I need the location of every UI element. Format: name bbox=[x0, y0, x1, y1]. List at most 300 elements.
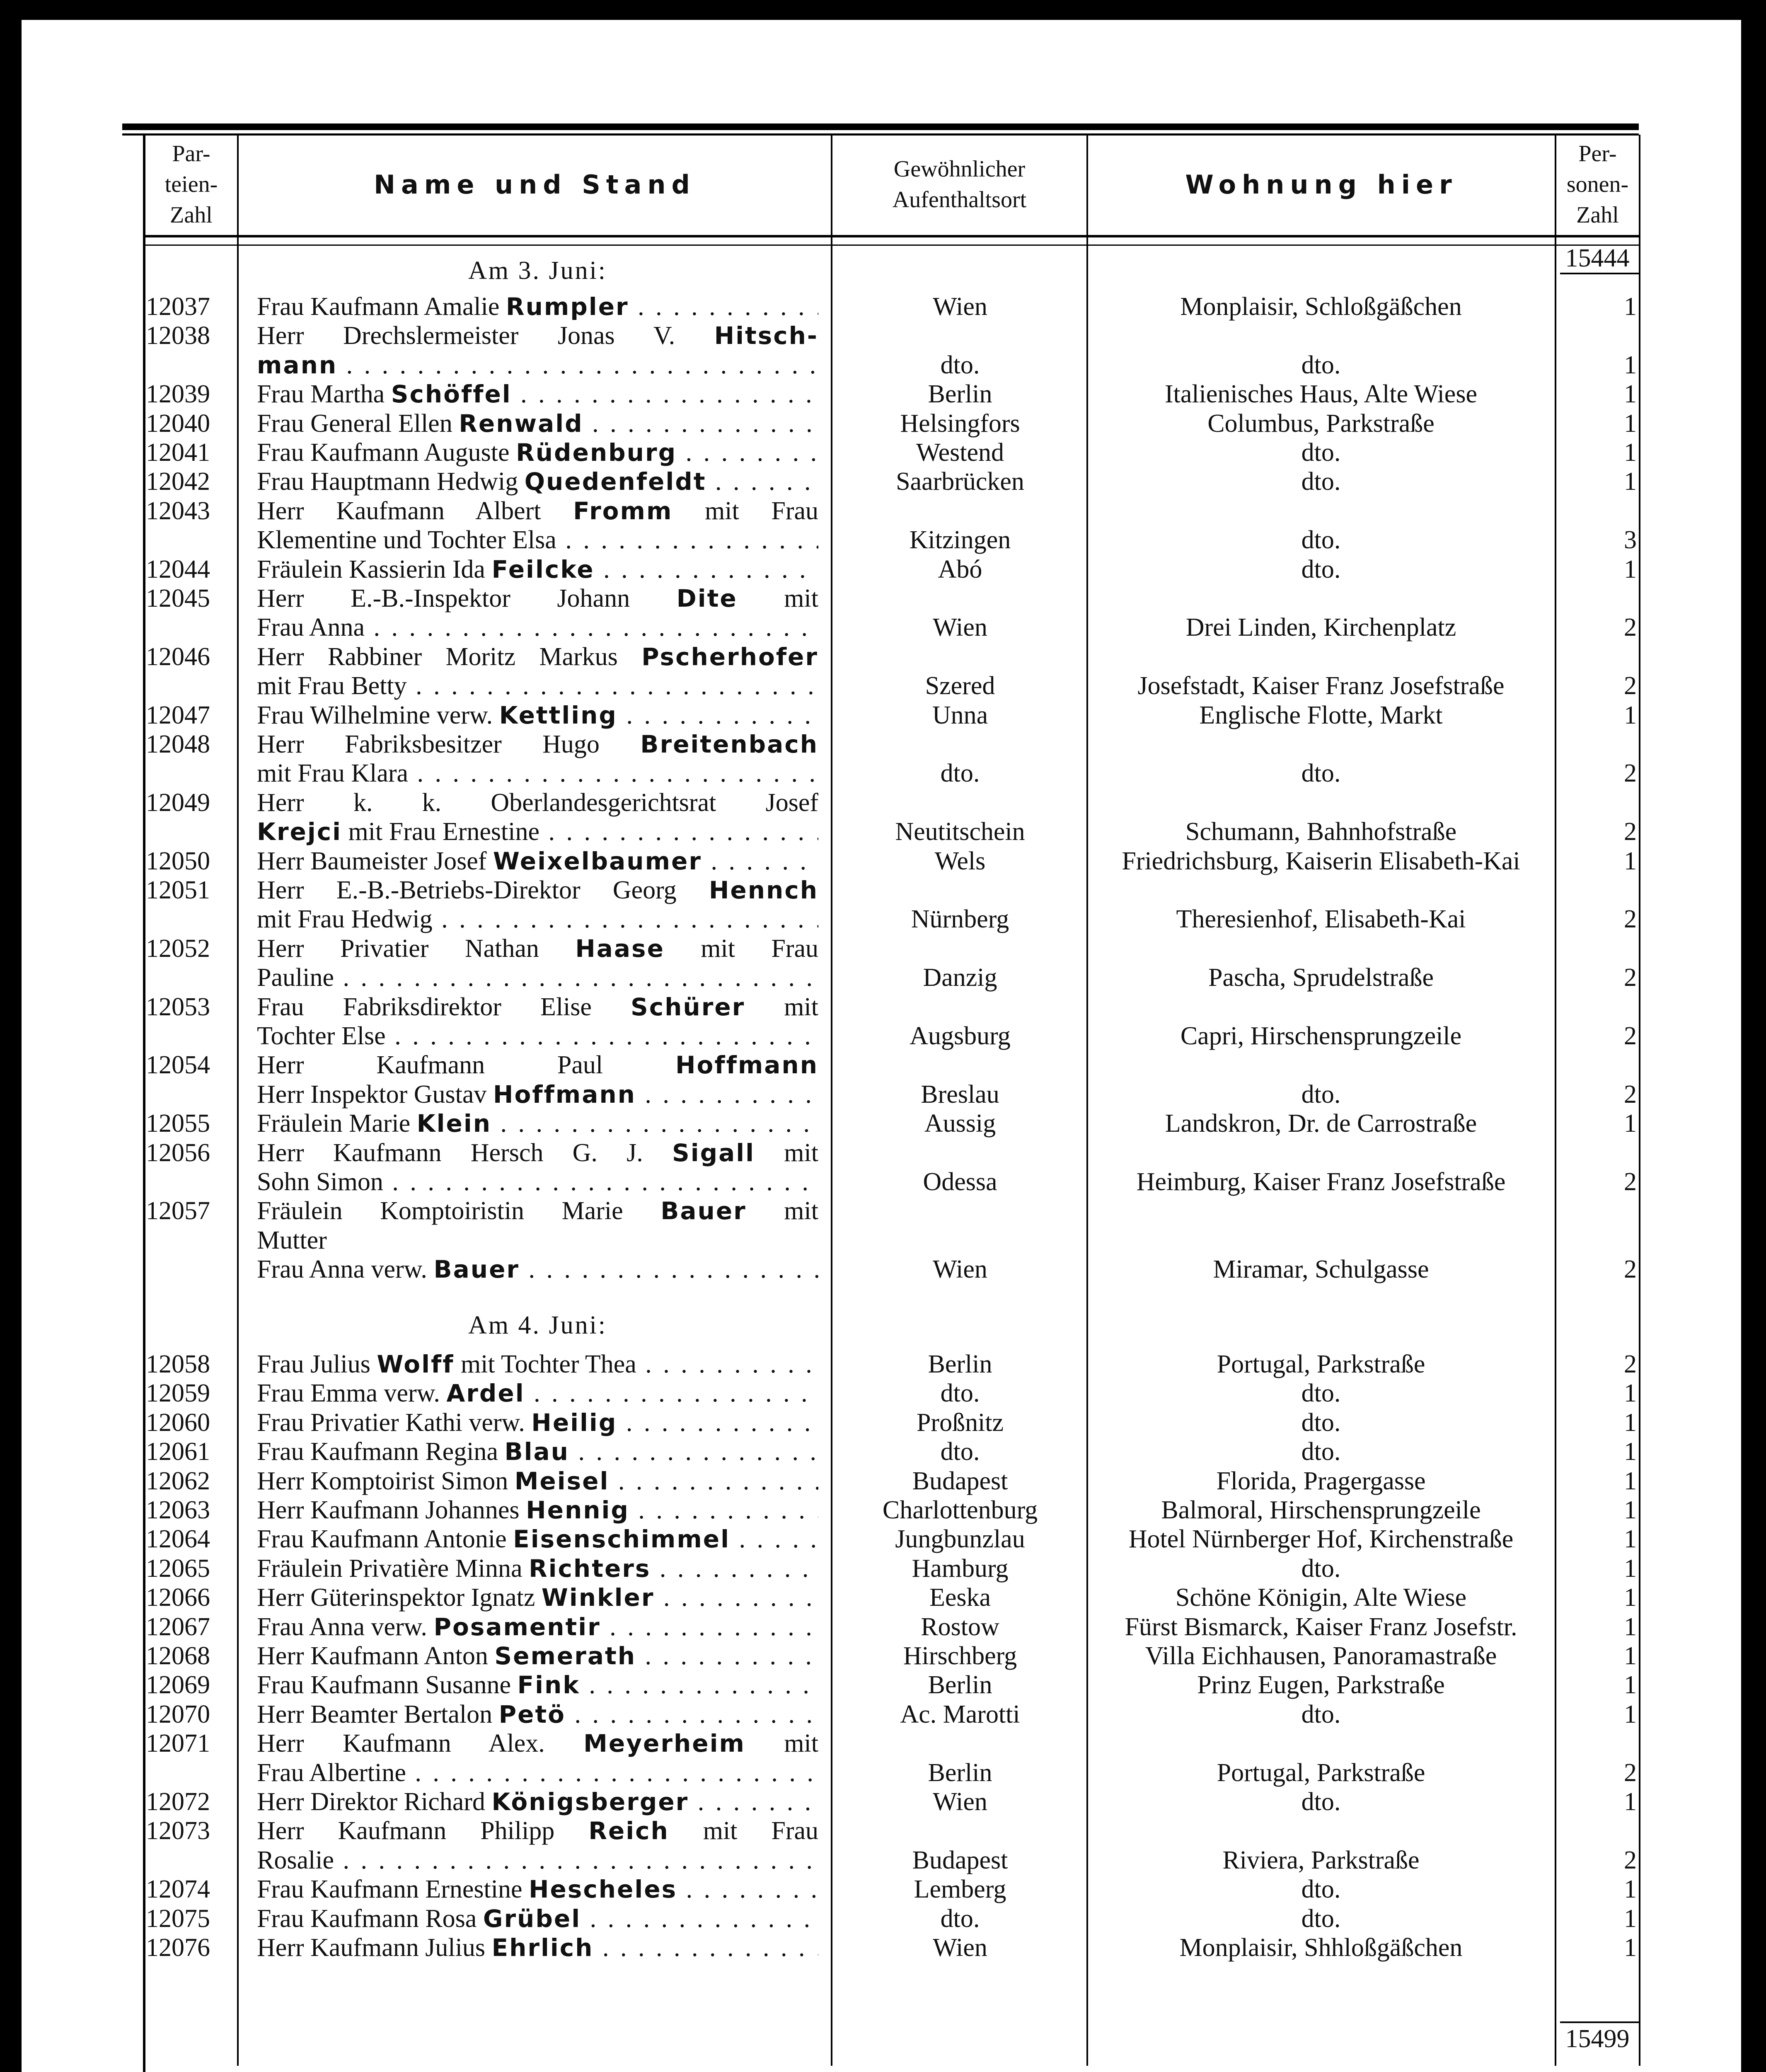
name-title: Herr Direktor Richard bbox=[257, 1788, 492, 1816]
party-number: 12075 bbox=[146, 1905, 210, 1933]
person-count: 2 bbox=[1624, 759, 1637, 787]
party-number: 12038 bbox=[146, 322, 210, 350]
guest-name bbox=[257, 351, 818, 380]
surname: Rumpler bbox=[506, 293, 629, 321]
surname: Krejci bbox=[257, 818, 342, 846]
usual-residence: Budapest bbox=[912, 1467, 1008, 1495]
table-row bbox=[0, 584, 1766, 613]
party-number: 12063 bbox=[146, 1496, 210, 1524]
name-title: Frau Albertine bbox=[257, 1759, 406, 1787]
party-number: 12076 bbox=[146, 1934, 210, 1962]
carry-out-rule bbox=[1560, 2021, 1639, 2023]
table-row bbox=[0, 1846, 1766, 1875]
party-number: 12054 bbox=[146, 1051, 210, 1079]
surname: Meyerheim bbox=[583, 1729, 745, 1757]
person-count: 2 bbox=[1624, 613, 1637, 641]
surname: Königsberger bbox=[491, 1788, 689, 1816]
surname: Reich bbox=[588, 1817, 669, 1845]
guest-name bbox=[257, 1255, 818, 1284]
guest-name bbox=[257, 788, 818, 817]
table-row bbox=[0, 1904, 1766, 1933]
name-title: mit Frau Klara bbox=[257, 759, 409, 787]
local-address: Prinz Eugen, Parkstraße bbox=[1197, 1671, 1445, 1699]
local-address: Josefstadt, Kaiser Franz Josefstraße bbox=[1137, 672, 1505, 700]
party-number: 12044 bbox=[146, 555, 210, 583]
table-row bbox=[0, 1021, 1766, 1051]
name-title: Herr Kaufmann Albert bbox=[257, 497, 573, 525]
local-address: Miramar, Schulgasse bbox=[1213, 1255, 1429, 1283]
name-title: Fräulein Marie bbox=[257, 1109, 417, 1138]
top-rule bbox=[122, 123, 1639, 130]
guest-name bbox=[257, 1408, 818, 1437]
table-row bbox=[0, 496, 1766, 525]
usual-residence: dto. bbox=[940, 1905, 980, 1933]
usual-residence: Saarbrücken bbox=[896, 467, 1024, 496]
person-count: 1 bbox=[1624, 1934, 1637, 1962]
guest-name bbox=[257, 1904, 818, 1933]
party-number: 12039 bbox=[146, 380, 210, 408]
table-row bbox=[0, 1641, 1766, 1670]
table-row bbox=[0, 701, 1766, 730]
guest-name bbox=[257, 1226, 818, 1255]
name-title: Klementine und Tochter Elsa bbox=[257, 526, 556, 554]
table-row bbox=[0, 1612, 1766, 1641]
carry-in-rule bbox=[1560, 273, 1639, 274]
surname: Grübel bbox=[483, 1905, 581, 1933]
person-count: 1 bbox=[1624, 409, 1637, 438]
name-title: Frau Fabriksdirektor Elise bbox=[257, 993, 631, 1021]
name-title: Frau Kaufmann Rosa bbox=[257, 1905, 483, 1933]
guest-name bbox=[257, 1167, 818, 1196]
table-row bbox=[0, 1051, 1766, 1080]
person-count: 2 bbox=[1624, 905, 1637, 933]
party-number: 12040 bbox=[146, 409, 210, 438]
guest-name bbox=[257, 1933, 818, 1962]
table-row bbox=[0, 1138, 1766, 1167]
person-count: 1 bbox=[1624, 1788, 1637, 1816]
table-row bbox=[0, 1758, 1766, 1787]
table-row bbox=[0, 759, 1766, 788]
party-number: 12060 bbox=[146, 1409, 210, 1437]
surname: Fink bbox=[517, 1671, 580, 1699]
local-address: Balmoral, Hirschensprungzeile bbox=[1161, 1496, 1481, 1524]
party-number: 12046 bbox=[146, 643, 210, 671]
local-address: Capri, Hirschensprungzeile bbox=[1180, 1022, 1462, 1050]
surname: Rüdenburg bbox=[516, 438, 677, 467]
party-number: 12062 bbox=[146, 1467, 210, 1495]
table-row bbox=[0, 525, 1766, 554]
person-count: 1 bbox=[1624, 1905, 1637, 1933]
usual-residence: Charlottenburg bbox=[882, 1496, 1038, 1524]
usual-residence: Budapest bbox=[912, 1846, 1008, 1874]
surname: Quedenfeldt bbox=[524, 467, 706, 496]
name-title: Herr Rabbiner Moritz Markus bbox=[257, 643, 642, 671]
guest-name bbox=[257, 1021, 818, 1051]
guest-name bbox=[257, 1051, 818, 1080]
name-title: Herr Privatier Nathan bbox=[257, 934, 576, 963]
party-number: 12048 bbox=[146, 730, 210, 758]
surname: mann bbox=[257, 351, 338, 379]
surname: Hitsch- bbox=[714, 322, 818, 350]
name-title: Frau Privatier Kathi verw. bbox=[257, 1409, 532, 1437]
local-address: Schöne Königin, Alte Wiese bbox=[1175, 1583, 1467, 1612]
party-number: 12069 bbox=[146, 1671, 210, 1699]
surname: Bauer bbox=[433, 1255, 520, 1283]
name-title: Frau Emma verw. bbox=[257, 1379, 447, 1407]
header-persons: Per- sonen- Zahl bbox=[1566, 141, 1629, 228]
party-number: 12049 bbox=[146, 789, 210, 817]
name-title: Herr Kaufmann Alex. bbox=[257, 1729, 584, 1757]
table-row bbox=[0, 1226, 1766, 1255]
party-number: 12066 bbox=[146, 1583, 210, 1612]
usual-residence: Augsburg bbox=[910, 1022, 1011, 1050]
carry-out-total: 15499 bbox=[1565, 2025, 1630, 2053]
guest-name bbox=[257, 730, 818, 759]
table-row bbox=[0, 788, 1766, 817]
local-address: dto. bbox=[1301, 1409, 1341, 1437]
name-title: Frau Julius bbox=[257, 1350, 377, 1378]
name-title: Herr Kaufmann Anton bbox=[257, 1642, 495, 1670]
surname: Fromm bbox=[573, 497, 673, 525]
table-row bbox=[0, 1080, 1766, 1109]
local-address: dto. bbox=[1301, 1905, 1341, 1933]
surname: Eisenschimmel bbox=[513, 1525, 730, 1553]
table-row bbox=[0, 1554, 1766, 1583]
table-row bbox=[0, 1816, 1766, 1845]
surname: Ehrlich bbox=[491, 1934, 594, 1962]
usual-residence: Helsingfors bbox=[900, 409, 1020, 438]
name-title: Frau General Ellen bbox=[257, 409, 459, 438]
surname: Petö bbox=[498, 1700, 566, 1728]
local-address: Portugal, Parkstraße bbox=[1217, 1350, 1425, 1378]
guest-name bbox=[257, 438, 818, 467]
party-number: 12068 bbox=[146, 1642, 210, 1670]
party-number: 12050 bbox=[146, 847, 210, 875]
person-count: 1 bbox=[1624, 1109, 1637, 1138]
local-address: Italienisches Haus, Alte Wiese bbox=[1165, 380, 1477, 408]
guest-name bbox=[257, 555, 818, 584]
surname: Richters bbox=[529, 1554, 651, 1583]
date-heading-june-4: Am 4. Juni: bbox=[468, 1311, 607, 1339]
party-number: 12070 bbox=[146, 1700, 210, 1728]
surname: Dite bbox=[676, 584, 738, 612]
table-row bbox=[0, 409, 1766, 438]
person-count: 2 bbox=[1624, 818, 1637, 846]
local-address: dto. bbox=[1301, 1554, 1341, 1583]
person-count: 1 bbox=[1624, 1583, 1637, 1612]
person-count: 1 bbox=[1624, 438, 1637, 467]
table-row bbox=[0, 1875, 1766, 1904]
usual-residence: Unna bbox=[932, 701, 988, 729]
person-count: 2 bbox=[1624, 672, 1637, 700]
usual-residence: Berlin bbox=[928, 1350, 992, 1378]
table-row bbox=[0, 380, 1766, 409]
name-title: Frau Anna verw. bbox=[257, 1613, 434, 1641]
guest-name bbox=[257, 1138, 818, 1167]
usual-residence: dto. bbox=[940, 351, 980, 379]
local-address: dto. bbox=[1301, 555, 1341, 583]
person-count: 1 bbox=[1624, 555, 1637, 583]
guest-name bbox=[257, 1554, 818, 1583]
name-suffix: mit bbox=[755, 1139, 818, 1167]
surname: Semerath bbox=[494, 1642, 636, 1670]
name-suffix: mit Frau bbox=[669, 1817, 818, 1845]
table-row bbox=[0, 1196, 1766, 1225]
guest-name bbox=[257, 467, 818, 496]
party-number: 12052 bbox=[146, 934, 210, 963]
name-title: Frau Anna bbox=[257, 613, 365, 641]
table-row bbox=[0, 1583, 1766, 1612]
guest-name bbox=[257, 671, 818, 700]
name-title: Frau Anna verw. bbox=[257, 1255, 434, 1283]
surname: Sigall bbox=[672, 1139, 755, 1167]
surname: Feilcke bbox=[491, 555, 595, 583]
usual-residence: dto. bbox=[940, 1438, 980, 1466]
header-rule-thin bbox=[143, 244, 1639, 246]
party-number: 12045 bbox=[146, 584, 210, 612]
surname: Klein bbox=[416, 1109, 491, 1138]
table-row bbox=[0, 934, 1766, 963]
surname: Winkler bbox=[541, 1583, 655, 1612]
header-rule bbox=[143, 235, 1639, 237]
party-number: 12074 bbox=[146, 1875, 210, 1903]
name-suffix: mit Tochter Thea bbox=[454, 1350, 636, 1378]
table-row bbox=[0, 1670, 1766, 1699]
usual-residence: Breslau bbox=[921, 1080, 999, 1109]
party-number: 12053 bbox=[146, 993, 210, 1021]
guest-name bbox=[257, 380, 818, 409]
surname: Renwald bbox=[459, 409, 583, 438]
local-address: dto. bbox=[1301, 1438, 1341, 1466]
usual-residence: Rostow bbox=[921, 1613, 999, 1641]
local-address: dto. bbox=[1301, 526, 1341, 554]
usual-residence: Ac. Marotti bbox=[900, 1700, 1020, 1728]
guest-name bbox=[257, 1496, 818, 1525]
name-title: mit Frau Hedwig bbox=[257, 905, 433, 933]
party-number: 12065 bbox=[146, 1554, 210, 1583]
person-count: 1 bbox=[1624, 1496, 1637, 1524]
guest-name bbox=[257, 1467, 818, 1496]
local-address: dto. bbox=[1301, 351, 1341, 379]
header-address: Wohnung hier bbox=[1185, 169, 1458, 200]
name-suffix: mit bbox=[737, 584, 818, 612]
name-title: Fräulein Privatière Minna bbox=[257, 1554, 529, 1583]
name-title: Pauline bbox=[257, 963, 334, 992]
person-count: 1 bbox=[1624, 293, 1637, 321]
name-title: Herr k. k. Oberlandesgerichtsrat Josef bbox=[257, 789, 818, 817]
party-number: 12057 bbox=[146, 1197, 210, 1225]
surname: Bauer bbox=[660, 1197, 747, 1225]
local-address: Portugal, Parkstraße bbox=[1217, 1759, 1425, 1787]
guest-name bbox=[257, 584, 818, 613]
person-count: 1 bbox=[1624, 1525, 1637, 1553]
name-title: Herr E.-B.-Betriebs-Direktor Georg bbox=[257, 876, 709, 904]
person-count: 1 bbox=[1624, 1613, 1637, 1641]
name-title: Herr Fabriksbesitzer Hugo bbox=[257, 730, 641, 758]
usual-residence: Wien bbox=[933, 1934, 987, 1962]
name-title: Frau Kaufmann Susanne bbox=[257, 1671, 518, 1699]
table-row bbox=[0, 292, 1766, 321]
usual-residence: Hamburg bbox=[912, 1554, 1009, 1583]
guest-name bbox=[257, 1875, 818, 1904]
guest-name bbox=[257, 817, 818, 846]
guest-name bbox=[257, 963, 818, 992]
party-number: 12047 bbox=[146, 701, 210, 729]
name-title: Frau Kaufmann Ernestine bbox=[257, 1875, 529, 1903]
surname: Haase bbox=[575, 934, 665, 963]
surname: Heilig bbox=[531, 1409, 617, 1437]
local-address: Schumann, Bahnhofstraße bbox=[1185, 818, 1457, 846]
table-row bbox=[0, 1933, 1766, 1962]
guest-name bbox=[257, 642, 818, 671]
usual-residence: Wien bbox=[933, 1255, 987, 1283]
guest-name bbox=[257, 525, 818, 554]
table-row bbox=[0, 351, 1766, 380]
table-row bbox=[0, 1379, 1766, 1408]
local-address: Heimburg, Kaiser Franz Josefstraße bbox=[1136, 1168, 1506, 1196]
name-title: Frau Kaufmann Regina bbox=[257, 1438, 505, 1466]
person-count: 2 bbox=[1624, 963, 1637, 992]
surname: Kettling bbox=[499, 701, 617, 729]
person-count: 2 bbox=[1624, 1080, 1637, 1109]
usual-residence: Westend bbox=[916, 438, 1004, 467]
usual-residence: Jungbunzlau bbox=[895, 1525, 1025, 1553]
person-count: 1 bbox=[1624, 1467, 1637, 1495]
surname: Meisel bbox=[514, 1467, 610, 1495]
party-number: 12059 bbox=[146, 1379, 210, 1407]
local-address: Englische Flotte, Markt bbox=[1199, 701, 1443, 729]
table-row bbox=[0, 963, 1766, 992]
person-count: 2 bbox=[1624, 1846, 1637, 1874]
name-title: Frau Martha bbox=[257, 380, 391, 408]
name-title: Sohn Simon bbox=[257, 1168, 383, 1196]
name-title: Herr Kaufmann Hersch G. J. bbox=[257, 1139, 672, 1167]
person-count: 1 bbox=[1624, 351, 1637, 379]
name-title: Herr Kaufmann Johannes bbox=[257, 1496, 526, 1524]
guest-name bbox=[257, 1758, 818, 1787]
usual-residence: Aussig bbox=[924, 1109, 996, 1138]
guest-name bbox=[257, 847, 818, 876]
usual-residence: Wien bbox=[933, 1788, 987, 1816]
table-row bbox=[0, 876, 1766, 905]
surname: Schöffel bbox=[391, 380, 512, 408]
name-title: Frau Kaufmann Auguste bbox=[257, 438, 516, 467]
guest-name bbox=[257, 1350, 818, 1379]
name-title: Herr Güterinspektor Ignatz bbox=[257, 1583, 542, 1612]
table-row bbox=[0, 555, 1766, 584]
table-row bbox=[0, 1408, 1766, 1437]
name-title: Frau Kaufmann Antonie bbox=[257, 1525, 513, 1553]
local-address: dto. bbox=[1301, 1700, 1341, 1728]
local-address: Pascha, Sprudelstraße bbox=[1208, 963, 1434, 992]
local-address: Friedrichsburg, Kaiserin Elisabeth-Kai bbox=[1122, 847, 1520, 875]
person-count: 1 bbox=[1624, 1700, 1637, 1728]
surname: Hoffmann bbox=[493, 1080, 636, 1109]
name-title: Herr E.-B.-Inspektor Johann bbox=[257, 584, 677, 612]
name-title: Rosalie bbox=[257, 1846, 334, 1874]
guest-name bbox=[257, 1729, 818, 1758]
person-count: 2 bbox=[1624, 1350, 1637, 1378]
person-count: 1 bbox=[1624, 467, 1637, 496]
party-number: 12071 bbox=[146, 1729, 210, 1757]
name-suffix: mit Frau bbox=[664, 934, 818, 963]
guest-name bbox=[257, 1196, 818, 1225]
name-suffix: mit bbox=[745, 993, 818, 1021]
name-title: Herr Kaufmann Paul bbox=[257, 1051, 675, 1079]
usual-residence: Wien bbox=[933, 613, 987, 641]
table-row bbox=[0, 1787, 1766, 1816]
local-address: dto. bbox=[1301, 1875, 1341, 1903]
usual-residence: Nürnberg bbox=[911, 905, 1009, 933]
guest-name bbox=[257, 905, 818, 934]
person-count: 1 bbox=[1624, 1409, 1637, 1437]
local-address: Landskron, Dr. de Carrostraße bbox=[1165, 1109, 1477, 1138]
table-row bbox=[0, 642, 1766, 671]
surname: Hennch bbox=[709, 876, 818, 904]
table-row bbox=[0, 992, 1766, 1021]
local-address: Villa Eichhausen, Panoramastraße bbox=[1145, 1642, 1497, 1670]
guest-name bbox=[257, 992, 818, 1021]
local-address: Hotel Nürnberger Hof, Kirchenstraße bbox=[1128, 1525, 1514, 1553]
guest-name bbox=[257, 934, 818, 963]
party-number: 12041 bbox=[146, 438, 210, 467]
person-count: 2 bbox=[1624, 1168, 1637, 1196]
name-title: Herr Komptoirist Simon bbox=[257, 1467, 515, 1495]
usual-residence: Danzig bbox=[923, 963, 997, 992]
guest-name bbox=[257, 321, 818, 350]
table-row bbox=[0, 671, 1766, 700]
guest-name bbox=[257, 1379, 818, 1408]
local-address: Riviera, Parkstraße bbox=[1222, 1846, 1420, 1874]
usual-residence: Szered bbox=[925, 672, 995, 700]
person-count: 1 bbox=[1624, 1671, 1637, 1699]
name-title: Herr Kaufmann Julius bbox=[257, 1934, 492, 1962]
party-number: 12055 bbox=[146, 1109, 210, 1138]
person-count: 1 bbox=[1624, 701, 1637, 729]
table-row bbox=[0, 1255, 1766, 1284]
guest-name bbox=[257, 409, 818, 438]
table-row bbox=[0, 1496, 1766, 1525]
local-address: Drei Linden, Kirchenplatz bbox=[1185, 613, 1456, 641]
surname: Pscherhofer bbox=[641, 643, 818, 671]
person-count: 1 bbox=[1624, 380, 1637, 408]
person-count: 1 bbox=[1624, 1642, 1637, 1670]
name-title: Tochter Else bbox=[257, 1022, 386, 1050]
party-number: 12072 bbox=[146, 1788, 210, 1816]
usual-residence: dto. bbox=[940, 759, 980, 787]
person-count: 1 bbox=[1624, 1875, 1637, 1903]
person-count: 2 bbox=[1624, 1759, 1637, 1787]
table-row bbox=[0, 438, 1766, 467]
usual-residence: Berlin bbox=[928, 1759, 992, 1787]
name-title: Frau Kaufmann Amalie bbox=[257, 293, 506, 321]
table-row bbox=[0, 1467, 1766, 1496]
guest-name bbox=[257, 1612, 818, 1641]
usual-residence: Neutitschein bbox=[895, 818, 1025, 846]
guest-name bbox=[257, 1816, 818, 1845]
usual-residence: Proßnitz bbox=[916, 1409, 1004, 1437]
usual-residence: Wels bbox=[934, 847, 986, 875]
header-name: Name und Stand bbox=[374, 169, 696, 200]
table-row bbox=[0, 817, 1766, 846]
party-number: 12043 bbox=[146, 497, 210, 525]
local-address: Columbus, Parkstraße bbox=[1207, 409, 1435, 438]
person-count: 1 bbox=[1624, 1379, 1637, 1407]
local-address: dto. bbox=[1301, 1379, 1341, 1407]
surname: Hescheles bbox=[528, 1875, 677, 1903]
name-suffix: mit Frau bbox=[673, 497, 818, 525]
guest-name bbox=[257, 1641, 818, 1670]
